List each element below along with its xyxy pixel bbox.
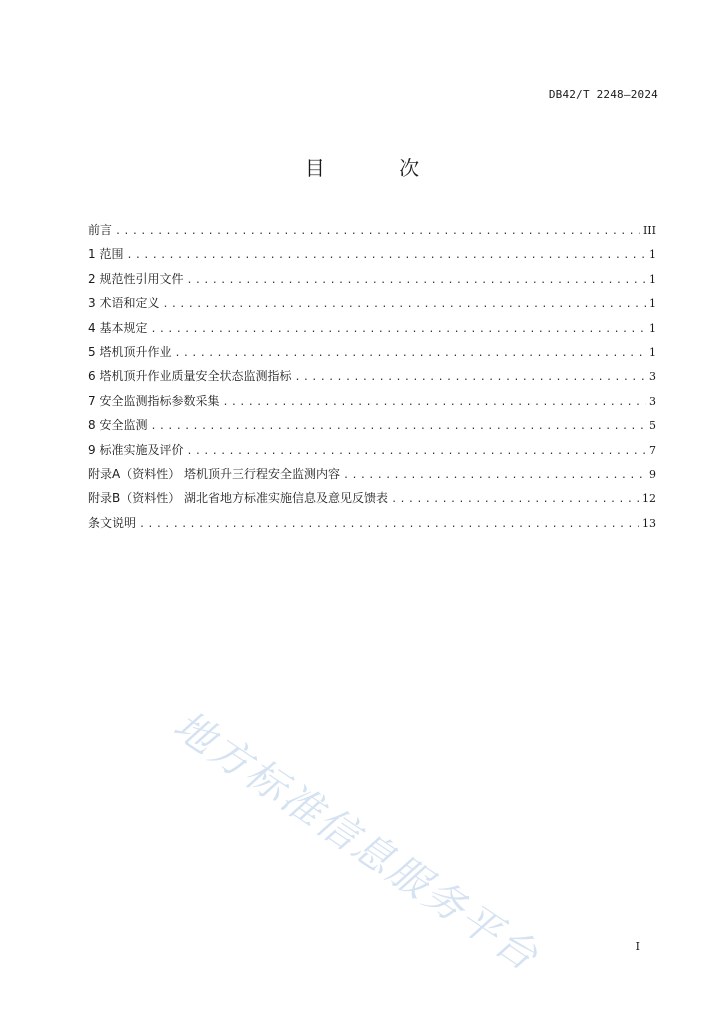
toc-entry-label: 1 范围 xyxy=(88,247,124,262)
dot-leader xyxy=(150,318,646,342)
toc-entry-page: 1 xyxy=(649,248,656,262)
dot-leader xyxy=(115,220,640,244)
watermark: 地方标准信息服务平台 xyxy=(165,702,548,981)
dot-leader xyxy=(294,366,646,390)
dot-leader xyxy=(174,342,646,366)
toc-entry-page: 9 xyxy=(649,467,656,481)
dot-leader xyxy=(150,415,646,439)
toc-entry-scope[interactable] xyxy=(88,242,656,266)
toc-entry-appendix-a[interactable] xyxy=(88,462,656,486)
dot-leader xyxy=(126,244,646,268)
toc-entry-label: 7 安全监测指标参数采集 xyxy=(88,393,220,408)
toc-entry-page: 7 xyxy=(649,443,656,457)
toc-entry-basic-provisions[interactable] xyxy=(88,316,656,340)
table-of-contents xyxy=(88,218,656,535)
dot-leader xyxy=(162,293,646,317)
dot-leader xyxy=(343,464,646,488)
toc-entry-label: 附录A（资料性） 塔机顶升三行程安全监测内容 xyxy=(88,466,341,481)
toc-entry-label: 6 塔机顶升作业质量安全状态监测指标 xyxy=(88,369,292,384)
toc-title: 目 次 xyxy=(304,156,454,180)
toc-entry-normative-references[interactable] xyxy=(88,267,656,291)
toc-entry-appendix-b[interactable] xyxy=(88,486,656,510)
dot-leader xyxy=(186,440,646,464)
toc-entry-page: 1 xyxy=(649,321,656,335)
dot-leader xyxy=(222,391,646,415)
toc-entry-label: 5 塔机顶升作业 xyxy=(88,344,172,359)
toc-entry-page: 1 xyxy=(649,345,656,359)
toc-entry-label: 9 标准实施及评价 xyxy=(88,442,184,457)
toc-entry-label: 8 安全监测 xyxy=(88,418,148,433)
dot-leader xyxy=(391,488,639,512)
dot-leader xyxy=(186,269,646,293)
toc-entry-jacking-operation[interactable] xyxy=(88,340,656,364)
toc-entry-page: 13 xyxy=(642,516,656,530)
page-number: I xyxy=(635,940,640,953)
toc-entry-page: III xyxy=(642,224,656,237)
toc-entry-label: 3 术语和定义 xyxy=(88,296,160,311)
dot-leader xyxy=(139,513,639,537)
toc-entry-parameter-collection[interactable] xyxy=(88,389,656,413)
toc-entry-label: 附录B（资料性） 湖北省地方标准实施信息及意见反馈表 xyxy=(88,491,389,506)
toc-entry-foreword[interactable] xyxy=(88,218,656,242)
toc-entry-label: 4 基本规定 xyxy=(88,320,148,335)
toc-entry-label: 条文说明 xyxy=(88,515,137,530)
toc-entry-safety-monitoring[interactable] xyxy=(88,413,656,437)
toc-entry-explanation[interactable] xyxy=(88,511,656,535)
toc-entry-terms[interactable] xyxy=(88,291,656,315)
toc-entry-page: 5 xyxy=(649,419,656,433)
toc-entry-label: 2 规范性引用文件 xyxy=(88,271,184,286)
toc-entry-implementation[interactable] xyxy=(88,438,656,462)
toc-entry-page: 12 xyxy=(642,492,656,506)
standard-code: DB42/T 2248—2024 xyxy=(548,88,658,101)
toc-entry-label: 前言 xyxy=(88,223,113,237)
toc-entry-page: 3 xyxy=(649,370,656,384)
toc-entry-page: 1 xyxy=(649,297,656,311)
toc-entry-page: 3 xyxy=(649,394,656,408)
toc-entry-page: 1 xyxy=(649,272,656,286)
toc-entry-monitoring-indicators[interactable] xyxy=(88,364,656,388)
